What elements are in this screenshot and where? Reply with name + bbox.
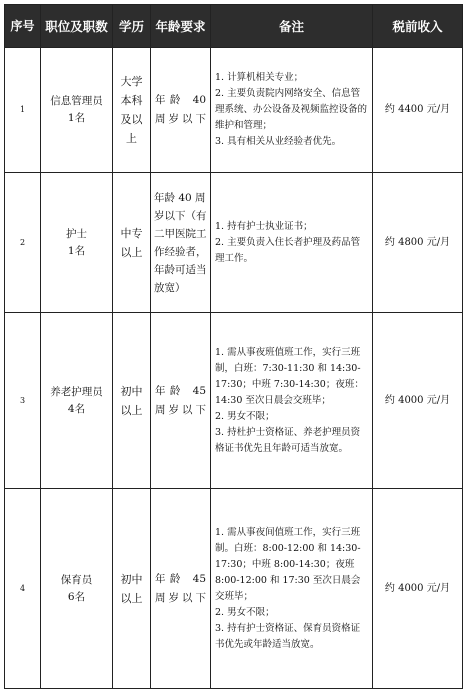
row-number: 1	[5, 48, 41, 173]
position-name: 护士	[66, 227, 87, 240]
note-line: 1. 需从事夜间值班工作，实行三班制。白班：8:00-12:00 和 14:30-17:30；中班 8:00-14:30；夜班 8:00-12:00 和 17:30 至次日晨会交班毕；	[215, 526, 361, 602]
notes-cell	[211, 173, 373, 313]
header-salary: 税前收入	[373, 5, 463, 48]
note-line: 2. 男女不限；	[215, 410, 275, 422]
note-line: 2. 主要负责入住长者护理及药品管理工作。	[215, 236, 361, 264]
notes-cell	[211, 489, 373, 689]
position-count: 6名	[67, 590, 86, 603]
note-line: 3. 持杜护士资格证、养老护理员资格证书优先且年龄可适当放宽。	[215, 426, 361, 454]
position-name: 信息管理员	[50, 95, 103, 107]
position-name: 保育员	[60, 573, 93, 586]
row-number: 4	[5, 489, 41, 689]
header-notes: 备注	[211, 5, 373, 48]
table-row	[5, 489, 463, 689]
position-cell	[41, 48, 113, 173]
age-cell: 年龄 40 周岁以下	[151, 48, 211, 173]
position-cell	[41, 173, 113, 313]
note-line: 1. 需从事夜班值班工作，实行三班制，白班：7:30-11:30 和 14:30-17:30；中班 7:30-14:30；夜班：14:30 至次日晨会交班毕；	[215, 346, 364, 406]
age-cell: 年龄 45 周岁以下	[151, 489, 211, 689]
header-position: 职位及职数	[41, 5, 113, 48]
position-count: 1名	[67, 244, 86, 257]
note-line: 1. 计算机相关专业；	[215, 72, 304, 83]
position-count: 4名	[67, 402, 86, 415]
table-row	[5, 173, 463, 313]
position-name: 养老护理员	[50, 385, 103, 398]
recruitment-table	[4, 4, 463, 689]
age-cell: 年龄 40 周岁以下（有二甲医院工作经验者，年龄可适当放宽）	[151, 173, 211, 313]
note-line: 3. 持有护士资格证、保育员资格证书优先或年龄适当放宽。	[215, 622, 361, 650]
table-row	[5, 48, 463, 173]
education-cell: 初中以上	[113, 313, 151, 489]
table-row	[5, 313, 463, 489]
notes-cell	[211, 48, 373, 173]
position-cell	[41, 313, 113, 489]
age-cell: 年龄 45 周岁以下	[151, 313, 211, 489]
salary-cell: 约 4000 元/月	[373, 313, 463, 489]
position-cell	[41, 489, 113, 689]
position-count: 1名	[67, 112, 86, 124]
header-age: 年龄要求	[151, 5, 211, 48]
education-cell: 大学本科及以上	[113, 48, 151, 173]
header-seq: 序号	[5, 5, 41, 48]
header-education: 学历	[113, 5, 151, 48]
education-cell: 中专以上	[113, 173, 151, 313]
salary-cell: 约 4800 元/月	[373, 173, 463, 313]
note-line: 2. 主要负责院内网络安全、信息管理系统、办公设备及视频监控设备的维护和管理；	[215, 88, 368, 131]
row-number: 3	[5, 313, 41, 489]
header-row	[5, 5, 463, 48]
notes-cell	[211, 313, 373, 489]
salary-cell: 约 4400 元/月	[373, 48, 463, 173]
row-number: 2	[5, 173, 41, 313]
note-line: 3. 具有相关从业经验者优先。	[215, 136, 342, 147]
education-cell: 初中以上	[113, 489, 151, 689]
note-line: 2. 男女不限；	[215, 606, 275, 618]
note-line: 1. 持有护士执业证书；	[215, 220, 313, 232]
salary-cell: 约 4000 元/月	[373, 489, 463, 689]
